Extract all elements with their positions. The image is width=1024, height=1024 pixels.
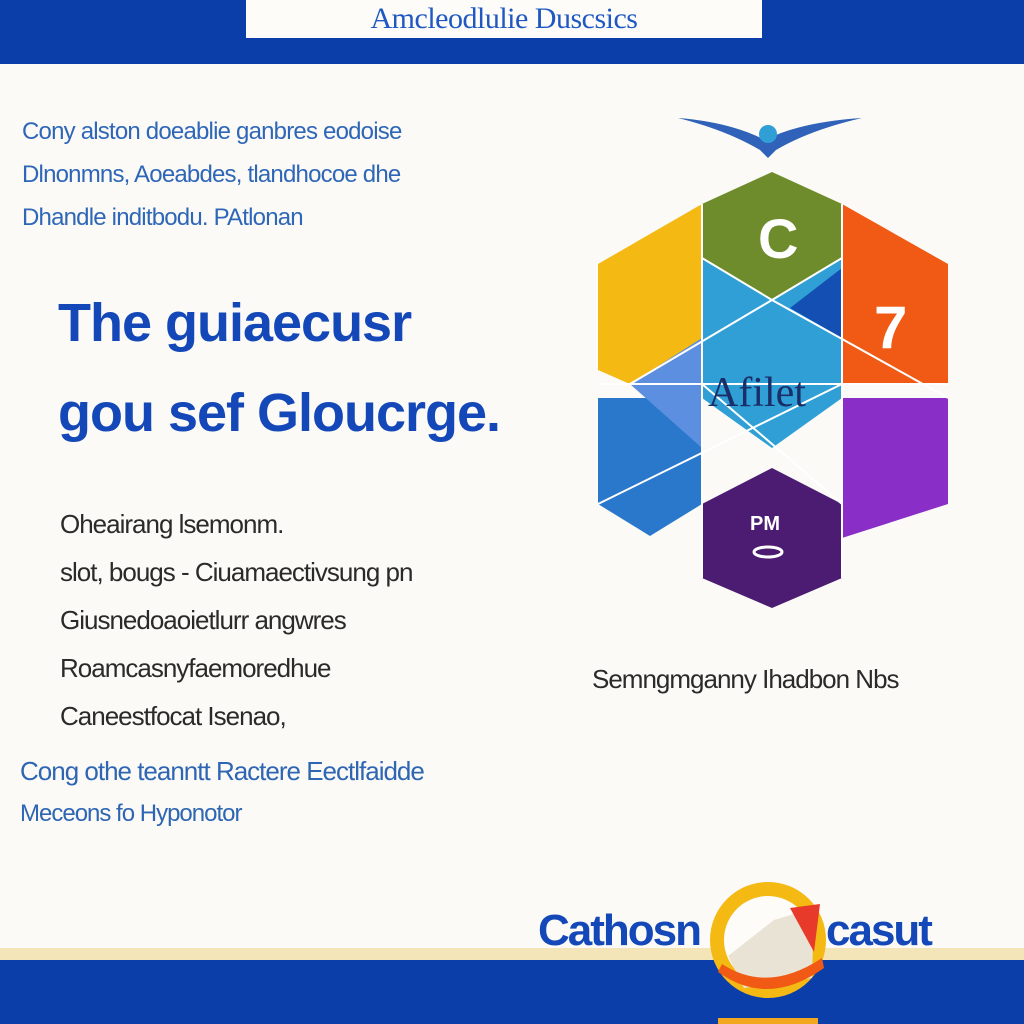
headline xyxy=(58,278,578,458)
brand-name-right: casut xyxy=(826,906,931,955)
description-line: Giusnedoaoietlurr angwres xyxy=(60,605,346,635)
description-line: Roamcasnyfaemoredhue xyxy=(60,653,331,683)
hex-right-label: 7 xyxy=(874,294,908,361)
headline-line-2: gou sef Gloucrge. xyxy=(58,383,501,443)
hex-caption: Semngmganny Ihadbon Nbs xyxy=(592,664,899,694)
intro-line: Cony alston doeablie ganbres eodoise xyxy=(22,118,402,145)
hex-section-purple xyxy=(842,398,948,538)
brand-name-left: Cathosn xyxy=(538,906,700,955)
footer-link-1[interactable]: Cong othe teanntt Ractere Eectlfaidde xyxy=(20,756,424,786)
footer-links xyxy=(20,748,424,834)
hex-top-label: C xyxy=(758,207,799,270)
hexagon-graphic xyxy=(590,108,960,618)
description-text xyxy=(60,500,412,740)
hex-section-dark-purple xyxy=(702,468,842,608)
intro-line: Dhandle inditbodu. PAtlonan xyxy=(22,204,303,231)
intro-line: Dlnonmns, Aoeabdes, tlandhocoe dhe xyxy=(22,161,401,188)
description-line: slot, bougs - Ciuamaectivsung pn xyxy=(60,557,413,587)
description-line: Oheairang lsemonm. xyxy=(60,509,284,539)
headline-line-1: The guiaecusr xyxy=(58,293,412,353)
header-box xyxy=(246,0,762,38)
header-title: Amcleodlulie Duscsics xyxy=(370,2,638,35)
bird-emblem-icon xyxy=(678,118,862,158)
hex-center-label: Afilet xyxy=(708,370,806,416)
bottom-banner xyxy=(0,960,1024,1024)
footer-link-2[interactable]: Meceons fo Hyponotor xyxy=(20,800,242,827)
description-line: Caneestfocat Isenao, xyxy=(60,701,286,731)
intro-text xyxy=(22,110,542,239)
brand-logo-icon xyxy=(704,868,832,1024)
hex-bottom-label: PM xyxy=(750,513,780,535)
